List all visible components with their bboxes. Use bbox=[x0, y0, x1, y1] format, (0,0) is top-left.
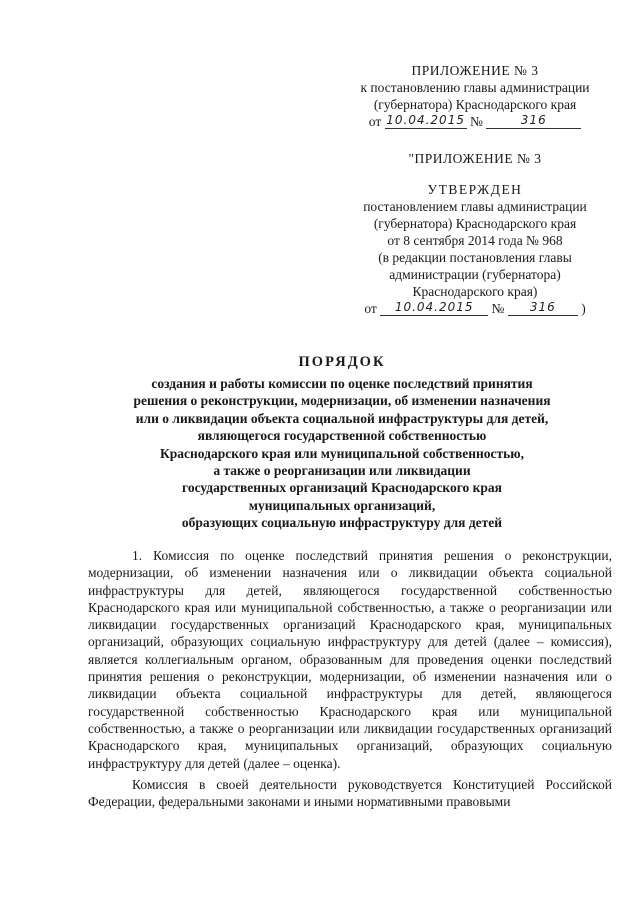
order-subtitle-line: или о ликвидации объекта социальной инфраструктуры для детей, bbox=[135, 410, 549, 426]
annex-line: к постановлению главы администрации bbox=[360, 80, 590, 95]
from-label: от bbox=[368, 114, 382, 129]
approval-line: администрации (губернатора) bbox=[389, 267, 561, 282]
number-field bbox=[486, 113, 581, 129]
order-subtitle-line: создания и работы комиссии по оценке последствий принятия bbox=[151, 376, 533, 391]
order-subtitle-line: являющегося государственной собственностью bbox=[197, 428, 487, 444]
order-subtitle-line: Краснодарского края или муниципальной собственностью, bbox=[159, 445, 524, 461]
annex-title: "ПРИЛОЖЕНИЕ № 3 bbox=[408, 151, 542, 166]
order-title-block bbox=[72, 354, 612, 532]
handwritten-date: 10.04.2015 bbox=[394, 300, 474, 314]
approval-date-number bbox=[330, 300, 620, 317]
order-subtitle-line: государственных организаций Краснодарского края bbox=[182, 480, 502, 496]
closing-parenthesis: ) bbox=[581, 301, 586, 316]
approval-line: постановлением главы администрации bbox=[363, 199, 587, 214]
order-subtitle-line: решения о реконструкции, модернизации, об изменении назначения bbox=[133, 393, 551, 409]
approval-line: (в редакции постановления главы bbox=[378, 250, 572, 265]
date-field bbox=[380, 300, 488, 316]
handwritten-date: 10.04.2015 bbox=[386, 113, 465, 127]
from-label: от bbox=[364, 301, 377, 316]
approved-label: УТВЕРЖДЕН bbox=[427, 182, 523, 197]
date-field bbox=[385, 113, 467, 129]
number-label: № bbox=[491, 301, 505, 316]
order-subtitle-line: а также о реорганизации или ликвидации bbox=[213, 463, 471, 479]
approval-stamp bbox=[330, 150, 620, 317]
annex-line: (губернатора) Краснодарского края bbox=[373, 97, 577, 112]
paragraph: Комиссия в своей деятельности руководствуется Конституцией Российской Федерации, федеральными законами и иными нормативными правовыми bbox=[88, 776, 612, 810]
order-subtitle-line: образующих социальную инфраструктуру для детей bbox=[181, 515, 503, 531]
paragraph: 1. Комиссия по оценке последствий принятия решения о реконструкции, модернизации, об изменении назначения или о ликвидации объекта социальной инфраструктуры для детей, являющегося государственной собственностью Краснодарского края или муниципальной собственностью, а также о реорганизации или ликвидации государственных организаций Краснодарского края, муниципальных организаций, образующих социальную инфраструктуру для детей (далее – комиссия), является коллегиальным органом, образованным для проведения оценки последствий принятия решения о реконструкции, модернизации, об изменении назначения или о ликвидации объекта социальной инфраструктуры для детей, являющегося государственной собственностью Краснодарского края или муниципальной собственностью, а также о реорганизации или ликвидации государственных организаций Краснодарского края, муниципальных организаций, образующих социальную инфраструктуру для детей (далее – оценка). bbox=[88, 548, 612, 771]
annex-date-number bbox=[330, 113, 620, 130]
annex-header bbox=[330, 62, 620, 130]
handwritten-number: 316 bbox=[520, 113, 547, 127]
approval-line: от 8 сентября 2014 года № 968 bbox=[387, 233, 563, 248]
order-heading: ПОРЯДОК bbox=[298, 354, 386, 370]
number-field bbox=[508, 300, 578, 316]
annex-title: ПРИЛОЖЕНИЕ № 3 bbox=[411, 63, 539, 78]
approval-line: Краснодарского края) bbox=[412, 284, 538, 299]
approval-line: (губернатора) Краснодарского края bbox=[373, 216, 577, 231]
order-subtitle-line: муниципальных организаций, bbox=[248, 497, 436, 513]
number-label: № bbox=[469, 114, 483, 129]
handwritten-number: 316 bbox=[529, 300, 556, 314]
document-body bbox=[88, 547, 612, 810]
